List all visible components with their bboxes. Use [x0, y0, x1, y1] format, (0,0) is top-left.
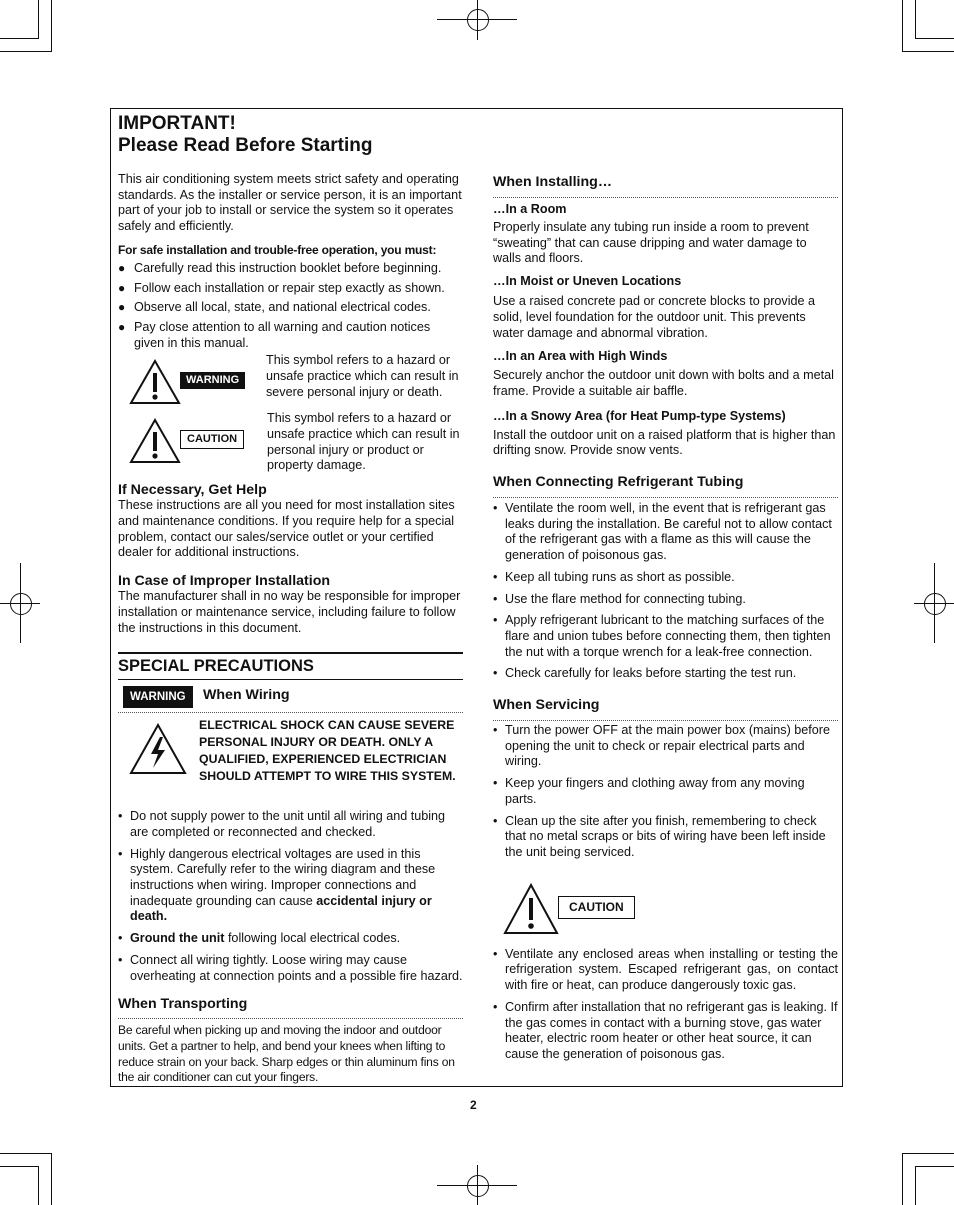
warning-tag: WARNING: [180, 372, 245, 389]
ground-unit-bold: Ground the unit: [130, 931, 225, 946]
moist-heading: …In Moist or Uneven Locations: [493, 274, 682, 289]
wiring-item-bold: accidental injury or death.: [130, 893, 432, 924]
list-item: • Clean up the site after you finish, remembering to check that no metal scraps or bits of wiring have been left inside the unit being serviced.: [493, 814, 838, 861]
list-item: • Connect all wiring tightly. Loose wiring may cause overheating at connection points and a possible fire hazard.: [118, 953, 463, 984]
improper-text: The manufacturer shall in no way be responsible for improper installation or maintenance service, including failure to follow the instructions in this document.: [118, 589, 461, 635]
in-a-room-text: Properly insulate any tubing run inside a room to prevent “sweating” that can cause dripping and water damage to walls and floors.: [493, 220, 809, 266]
list-item: ● Observe all local, state, and national electrical codes.: [118, 300, 463, 316]
crop-mark: [915, 1166, 954, 1167]
refrigerant-tubing-heading: When Connecting Refrigerant Tubing: [493, 474, 838, 498]
list-item: • Turn the power OFF at the main power box (mains) before opening the unit to check or repair electrical parts and wiring.: [493, 723, 838, 770]
when-wiring-header: [118, 686, 463, 713]
crop-mark: [902, 51, 954, 52]
crop-mark: [902, 1153, 903, 1205]
high-winds-heading: …In an Area with High Winds: [493, 349, 668, 364]
registration-circle: [924, 593, 946, 615]
list-item: ● Carefully read this instruction booklet before beginning.: [118, 261, 463, 277]
warning-description: This symbol refers to a hazard or unsafe practice which can result in severe personal injury or death.: [266, 353, 459, 399]
crop-mark: [38, 1166, 39, 1205]
crop-mark: [51, 1153, 52, 1205]
list-item: • Do not supply power to the unit until all wiring and tubing are completed or reconnected and checked.: [118, 809, 463, 840]
intro-paragraph: This air conditioning system meets strict safety and operating standards. As the installer or service person, it is an important part of your job to install or service the system so it operates safely and efficiently.: [118, 172, 462, 234]
when-servicing-heading: When Servicing: [493, 697, 838, 721]
high-winds-text: Securely anchor the outdoor unit down with bolts and a metal frame. Provide a suitable air baffle.: [493, 368, 834, 398]
caution-triangle-icon: [503, 883, 559, 935]
crop-mark: [915, 0, 916, 39]
moist-text: Use a raised concrete pad or concrete blocks to provide a solid, level foundation for the outdoor unit. This prevents water damage and abnormal vibration.: [493, 294, 816, 340]
warning-triangle-icon: [129, 359, 181, 405]
list-item: • Keep your fingers and clothing away from any moving parts.: [493, 776, 838, 807]
warning-symbol-row: [118, 353, 463, 411]
wiring-list: [118, 809, 463, 984]
crop-mark: [0, 38, 39, 39]
in-a-room-heading: …In a Room: [493, 202, 567, 216]
caution-tag: CAUTION: [180, 430, 244, 449]
crop-mark: [902, 1153, 954, 1154]
crop-mark: [51, 0, 52, 52]
title-line-1: IMPORTANT!: [118, 113, 236, 134]
must-list: [118, 261, 463, 352]
list-item: • Apply refrigerant lubricant to the matching surfaces of the flare and union tubes before connecting them, then tighten the nut with a torque wrench for a leak-free connection.: [493, 613, 838, 660]
registration-circle: [467, 1175, 489, 1197]
wiring-item-text: Highly dangerous electrical voltages are used in this system. Carefully refer to the wiring diagram and these instructions when wiring. Improper connections and inadequate grounding can cause: [130, 846, 436, 908]
caution-list: [493, 947, 838, 1063]
when-wiring-heading: When Wiring: [203, 687, 290, 704]
ground-unit-text: following local electrical codes.: [227, 931, 401, 946]
electrical-hazard-icon: [129, 723, 187, 775]
get-help-text: These instructions are all you need for most installation sites and maintenance conditions. If you require help for a special problem, contact our sales/service outlet or your certified dealer for additional instructions.: [118, 498, 455, 560]
list-item: • Use the flare method for connecting tubing.: [493, 592, 838, 608]
tubing-list: [493, 501, 838, 682]
caution-symbol-row: [118, 411, 463, 477]
list-item: • Check carefully for leaks before starting the test run.: [493, 666, 838, 682]
list-item: • Confirm after installation that no refrigerant gas is leaking. If the gas comes in contact with a burning stove, gas water heater, electric room heater or other heat source, it can cause the generation of poisonous gas.: [493, 1000, 838, 1063]
page-title: [118, 113, 463, 157]
list-item: • Ventilate the room well, in the event that is refrigerant gas leaks during the installation. Be careful not to allow contact of the refrigerant gas with a flame as this will cause the generation of poisonous gas.: [493, 501, 838, 564]
servicing-caution-row: [493, 883, 838, 941]
when-transporting-heading: When Transporting: [118, 996, 463, 1019]
caution-tag: CAUTION: [558, 896, 635, 919]
crop-mark: [38, 0, 39, 39]
list-item: • Ventilate any enclosed areas when installing or testing the refrigeration system. Escaped refrigerant gas, on contact with fire or heat, can produce dangerously toxic gas.: [493, 947, 838, 994]
crop-mark: [0, 51, 51, 52]
crop-mark: [915, 1166, 916, 1205]
when-installing-heading: When Installing…: [493, 174, 838, 198]
must-heading: For safe installation and trouble-free operation, you must:: [118, 242, 437, 257]
snowy-area-text: Install the outdoor unit on a raised platform that is higher than drifting snow. Provide snow vents.: [493, 427, 836, 458]
list-item: [118, 931, 463, 947]
shock-warning-row: [118, 717, 463, 805]
caution-description: This symbol refers to a hazard or unsafe practice which can result in personal injury or product or property damage.: [267, 411, 460, 473]
crop-mark: [902, 0, 903, 52]
list-item: ● Follow each installation or repair step exactly as shown.: [118, 281, 463, 297]
crop-mark: [0, 1153, 52, 1154]
page-number: 2: [470, 1098, 477, 1112]
list-item: ● Pay close attention to all warning and caution notices given in this manual.: [118, 320, 463, 351]
servicing-list: [493, 723, 838, 861]
registration-circle: [467, 9, 489, 31]
special-precautions-heading: SPECIAL PRECAUTIONS: [118, 652, 463, 680]
wiring-warning-tag: WARNING: [123, 686, 193, 708]
improper-heading: In Case of Improper Installation: [118, 573, 331, 590]
crop-mark: [915, 38, 954, 39]
list-item: [118, 847, 463, 926]
list-item: • Keep all tubing runs as short as possible.: [493, 570, 838, 586]
right-column: [493, 174, 838, 1063]
registration-circle: [10, 593, 32, 615]
left-column: [118, 113, 463, 1086]
get-help-heading: If Necessary, Get Help: [118, 482, 267, 499]
crop-mark: [0, 1166, 39, 1167]
snowy-area-heading: …In a Snowy Area (for Heat Pump-type Systems): [493, 408, 786, 423]
shock-warning-text: ELECTRICAL SHOCK CAN CAUSE SEVERE PERSONAL INJURY OR DEATH. ONLY A QUALIFIED, EXPERIENCED ELECTRICIAN SHOULD ATTEMPT TO WIRE THIS SYSTEM.: [199, 718, 456, 783]
title-line-2: Please Read Before Starting: [118, 135, 373, 156]
caution-triangle-icon: [129, 418, 181, 464]
transporting-text: Be careful when picking up and moving the indoor and outdoor units. Get a partner to help, and bend your knees when lifting to reduce strain on your back. Sharp edges or thin aluminum fins on the air conditioner can cut your fingers.: [118, 1023, 455, 1085]
